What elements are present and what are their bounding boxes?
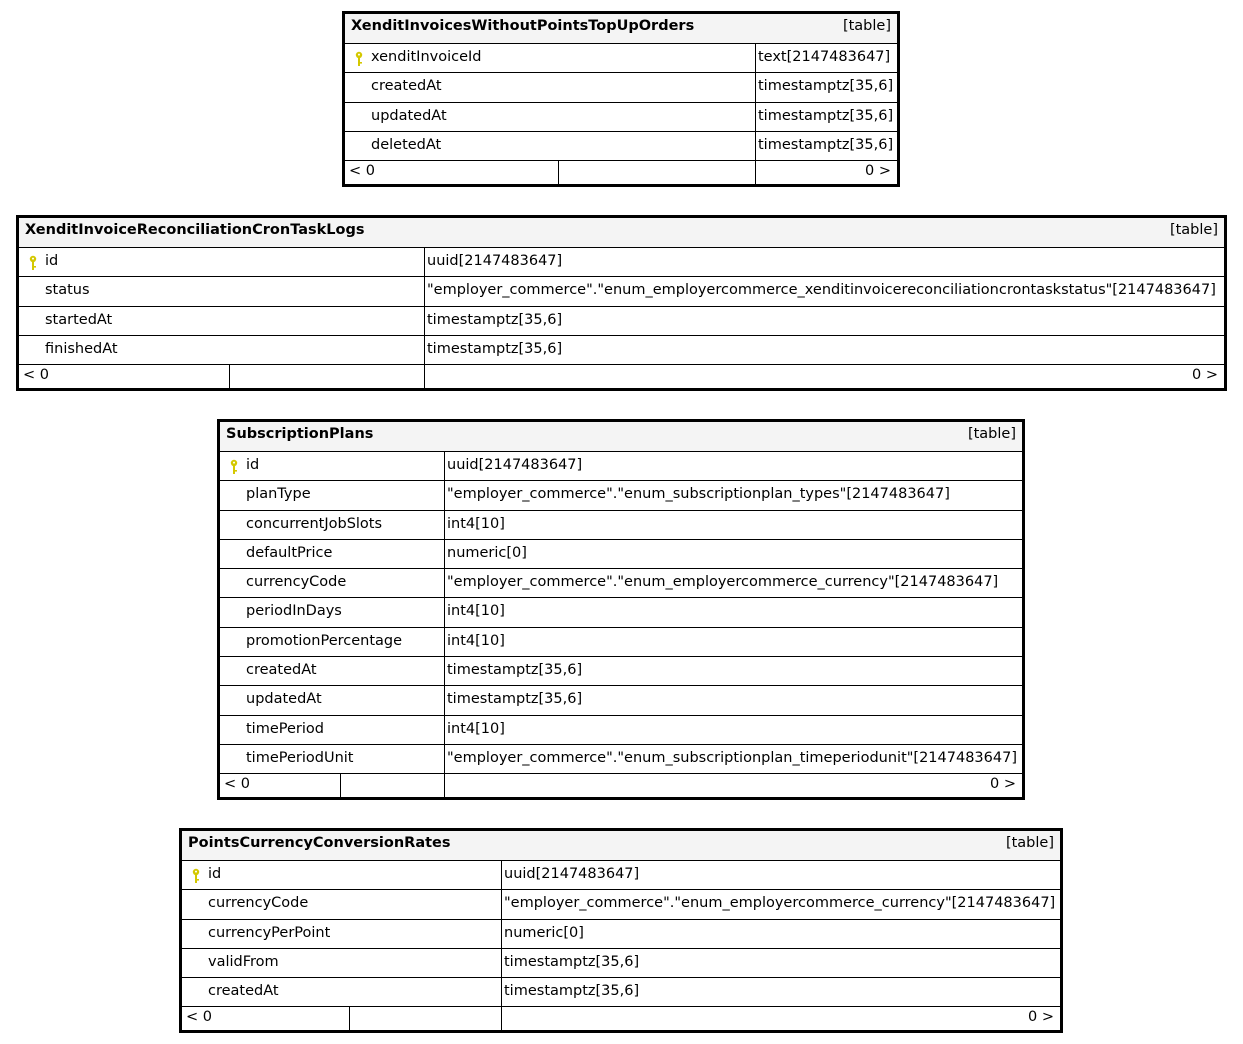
column-name: planType <box>246 486 311 503</box>
table-name: XenditInvoiceReconciliationCronTaskLogs <box>25 222 365 238</box>
column-row[interactable] <box>182 978 1060 1007</box>
column-row[interactable] <box>19 248 1224 277</box>
column-type: int4[10] <box>447 720 505 737</box>
column-name: updatedAt <box>246 691 322 708</box>
column-name: defaultPrice <box>246 544 333 561</box>
table-header <box>220 422 1022 452</box>
table-type-tag: [table] <box>1005 835 1054 851</box>
next-page-link[interactable]: 0 > <box>865 163 891 180</box>
column-type: timestamptz[35,6] <box>447 691 583 708</box>
column-type: numeric[0] <box>447 544 527 561</box>
column-type: uuid[2147483647] <box>447 457 583 473</box>
column-name: periodInDays <box>246 603 342 620</box>
table-header <box>19 218 1224 248</box>
table-name: SubscriptionPlans <box>226 426 374 442</box>
column-name: timePeriodUnit <box>246 749 354 766</box>
column-row[interactable] <box>220 598 1022 627</box>
column-row[interactable] <box>220 657 1022 686</box>
column-name: id <box>246 457 260 473</box>
column-name: createdAt <box>371 78 442 95</box>
column-type: "employer_commerce"."enum_employercommerce_currency"[2147483647] <box>504 895 1056 912</box>
column-name: timePeriod <box>246 720 324 737</box>
column-type: timestamptz[35,6] <box>427 311 563 328</box>
column-type: uuid[2147483647] <box>427 253 563 269</box>
table-name: PointsCurrencyConversionRates <box>188 835 451 851</box>
column-type: "employer_commerce"."enum_subscriptionplan_timeperiodunit"[2147483647] <box>447 749 1017 766</box>
column-name: status <box>45 282 90 299</box>
column-type: timestamptz[35,6] <box>427 340 563 357</box>
footer-divider <box>755 161 756 184</box>
column-row[interactable] <box>220 686 1022 715</box>
prev-page-link[interactable]: < 0 <box>186 1009 212 1026</box>
column-type: timestamptz[35,6] <box>758 136 894 153</box>
table-header <box>345 14 897 44</box>
column-name: validFrom <box>208 953 279 970</box>
column-type: timestamptz[35,6] <box>447 662 583 679</box>
next-page-link[interactable]: 0 > <box>1028 1009 1054 1026</box>
primary-key-icon <box>190 868 202 884</box>
column-name: createdAt <box>246 662 317 679</box>
column-name: deletedAt <box>371 136 442 153</box>
column-name: currencyCode <box>246 574 347 591</box>
column-row[interactable] <box>220 628 1022 657</box>
column-row[interactable] <box>345 44 897 73</box>
column-name: concurrentJobSlots <box>246 515 383 532</box>
column-row[interactable] <box>19 277 1224 306</box>
column-row[interactable] <box>220 745 1022 774</box>
column-row[interactable] <box>182 890 1060 919</box>
table-footer <box>19 365 1224 388</box>
column-row[interactable] <box>19 307 1224 336</box>
table-type-tag: [table] <box>842 18 891 34</box>
column-type: text[2147483647] <box>758 49 891 65</box>
footer-divider <box>501 1007 502 1030</box>
table-footer <box>220 774 1022 797</box>
footer-divider <box>229 365 230 388</box>
column-type: int4[10] <box>447 603 505 620</box>
column-row[interactable] <box>345 103 897 132</box>
column-row[interactable] <box>220 716 1022 745</box>
column-type: numeric[0] <box>504 924 584 941</box>
column-row[interactable] <box>182 920 1060 949</box>
table-SubscriptionPlans[interactable] <box>217 419 1025 800</box>
footer-divider <box>444 774 445 797</box>
primary-key-icon <box>353 51 365 67</box>
column-type: "employer_commerce"."enum_subscriptionplan_types"[2147483647] <box>447 486 950 503</box>
column-row[interactable] <box>220 540 1022 569</box>
column-name: promotionPercentage <box>246 632 403 649</box>
column-row[interactable] <box>220 511 1022 540</box>
column-name: currencyPerPoint <box>208 924 331 941</box>
column-name: xenditInvoiceId <box>371 49 482 65</box>
column-name: finishedAt <box>45 340 118 357</box>
table-type-tag: [table] <box>1169 222 1218 238</box>
table-footer <box>345 161 897 184</box>
column-type: uuid[2147483647] <box>504 866 640 882</box>
column-type: "employer_commerce"."enum_employercommerce_currency"[2147483647] <box>447 574 999 591</box>
prev-page-link[interactable]: < 0 <box>349 163 375 180</box>
column-row[interactable] <box>220 569 1022 598</box>
column-row[interactable] <box>345 73 897 102</box>
column-type: "employer_commerce"."enum_employercommerce_xenditinvoicereconciliationcrontaskstatus"[2147483647] <box>427 282 1216 299</box>
column-name: startedAt <box>45 311 113 328</box>
column-type: timestamptz[35,6] <box>504 953 640 970</box>
table-PointsCurrencyConversionRates[interactable] <box>179 828 1063 1033</box>
column-name: updatedAt <box>371 107 447 124</box>
column-name: currencyCode <box>208 895 309 912</box>
table-XenditInvoicesWithoutPointsTopUpOrders[interactable] <box>342 11 900 187</box>
footer-divider <box>424 365 425 388</box>
column-row[interactable] <box>19 336 1224 365</box>
column-name: id <box>208 866 222 882</box>
table-header <box>182 831 1060 861</box>
footer-divider <box>349 1007 350 1030</box>
column-type: int4[10] <box>447 632 505 649</box>
next-page-link[interactable]: 0 > <box>1192 367 1218 384</box>
prev-page-link[interactable]: < 0 <box>23 367 49 384</box>
table-name: XenditInvoicesWithoutPointsTopUpOrders <box>351 18 695 34</box>
footer-divider <box>558 161 559 184</box>
column-row[interactable] <box>182 949 1060 978</box>
primary-key-icon <box>27 255 39 271</box>
primary-key-icon <box>228 459 240 475</box>
column-row[interactable] <box>182 861 1060 890</box>
column-row[interactable] <box>220 481 1022 510</box>
column-name: id <box>45 253 59 269</box>
prev-page-link[interactable]: < 0 <box>224 776 250 793</box>
footer-divider <box>340 774 341 797</box>
column-row[interactable] <box>345 132 897 161</box>
column-name: createdAt <box>208 983 279 1000</box>
column-type: timestamptz[35,6] <box>758 107 894 124</box>
next-page-link[interactable]: 0 > <box>990 776 1016 793</box>
column-row[interactable] <box>220 452 1022 481</box>
column-type: timestamptz[35,6] <box>758 78 894 95</box>
table-type-tag: [table] <box>967 426 1016 442</box>
column-type: timestamptz[35,6] <box>504 983 640 1000</box>
table-footer <box>182 1007 1060 1030</box>
table-XenditInvoiceReconciliationCronTaskLogs[interactable] <box>16 215 1227 391</box>
column-type: int4[10] <box>447 515 505 532</box>
